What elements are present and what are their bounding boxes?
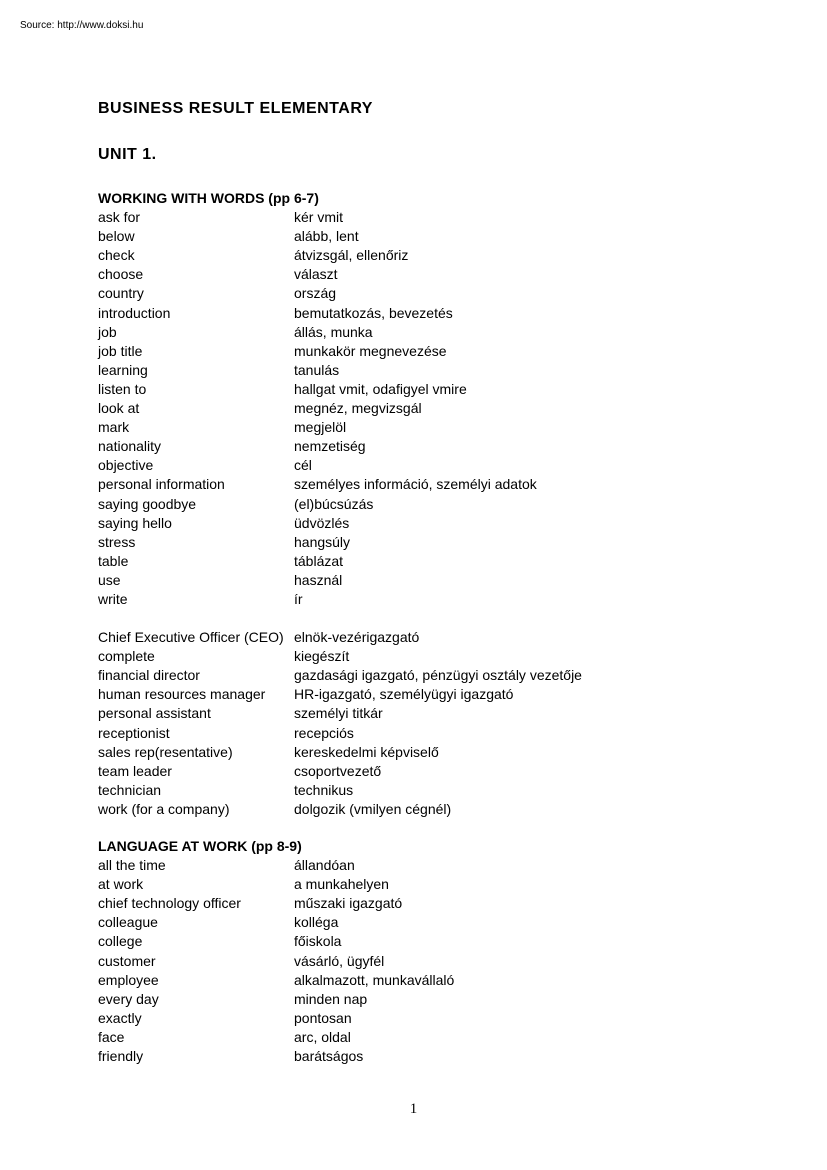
hungarian-translation: kiegészít — [294, 648, 350, 665]
hungarian-translation: állandóan — [294, 857, 355, 874]
english-term: receptionist — [98, 724, 170, 741]
section-heading: WORKING WITH WORDS (pp 6-7) — [98, 190, 319, 206]
english-term: employee — [98, 971, 159, 988]
english-term: colleague — [98, 914, 158, 931]
english-term: financial director — [98, 667, 200, 684]
english-term: mark — [98, 419, 130, 436]
english-term: customer — [98, 952, 156, 969]
hungarian-translation: ország — [294, 285, 337, 302]
english-term: at work — [98, 876, 144, 893]
hungarian-translation: hangsúly — [294, 533, 351, 550]
unit-heading: UNIT 1. — [98, 146, 157, 163]
vocab-row — [98, 590, 798, 609]
hungarian-translation: a munkahelyen — [294, 876, 389, 893]
hungarian-translation: minden nap — [294, 990, 368, 1007]
english-term: nationality — [98, 438, 162, 455]
english-term: saying hello — [98, 514, 172, 531]
hungarian-translation: barátságos — [294, 1048, 364, 1065]
vocab-row — [98, 284, 798, 303]
vocab-row — [98, 1047, 798, 1066]
english-term: ask for — [98, 209, 141, 226]
english-term: work (for a company) — [98, 800, 230, 817]
hungarian-translation: munkakör megnevezése — [294, 342, 447, 359]
english-term: friendly — [98, 1048, 144, 1065]
english-term: exactly — [98, 1009, 142, 1026]
english-term: below — [98, 228, 135, 245]
english-term: introduction — [98, 304, 171, 321]
vocab-row — [98, 246, 798, 265]
vocab-row — [98, 894, 798, 913]
english-term: technician — [98, 781, 162, 798]
vocab-row — [98, 495, 798, 514]
vocab-row — [98, 208, 798, 227]
hungarian-translation: választ — [294, 266, 338, 283]
hungarian-translation: vásárló, ügyfél — [294, 952, 385, 969]
hungarian-translation: hallgat vmit, odafigyel vmire — [294, 380, 467, 397]
english-term: personal information — [98, 476, 225, 493]
group-spacer — [98, 609, 798, 628]
english-term: complete — [98, 648, 155, 665]
english-term: job — [98, 323, 117, 340]
source-note: Source: http://www.doksi.hu — [20, 20, 144, 31]
vocab-row — [98, 628, 798, 647]
vocabulary-sections — [98, 189, 798, 1066]
hungarian-translation: táblázat — [294, 552, 344, 569]
vocab-row — [98, 418, 798, 437]
vocab-row — [98, 1009, 798, 1028]
section-heading: LANGUAGE AT WORK (pp 8-9) — [98, 838, 302, 854]
hungarian-translation: cél — [294, 457, 312, 474]
vocab-row — [98, 647, 798, 666]
english-term: college — [98, 933, 143, 950]
hungarian-translation: személyi titkár — [294, 705, 383, 722]
vocab-row — [98, 685, 798, 704]
hungarian-translation: csoportvezető — [294, 762, 382, 779]
hungarian-translation: elnök-vezérigazgató — [294, 629, 420, 646]
hungarian-translation: arc, oldal — [294, 1028, 351, 1045]
page-number: 1 — [409, 1101, 418, 1117]
vocab-row — [98, 800, 798, 819]
vocab-row — [98, 990, 798, 1009]
vocab-row — [98, 456, 798, 475]
english-term: learning — [98, 361, 148, 378]
vocab-row — [98, 342, 798, 361]
english-term: Chief Executive Officer (CEO) — [98, 629, 284, 646]
vocab-row — [98, 380, 798, 399]
vocab-row — [98, 323, 798, 342]
vocab-row — [98, 514, 798, 533]
hungarian-translation: recepciós — [294, 724, 354, 741]
hungarian-translation: nemzetiség — [294, 438, 366, 455]
hungarian-translation: kér vmit — [294, 209, 343, 226]
vocab-row — [98, 361, 798, 380]
hungarian-translation: megnéz, megvizsgál — [294, 400, 422, 417]
vocab-row — [98, 856, 798, 875]
hungarian-translation: kereskedelmi képviselő — [294, 743, 439, 760]
english-term: job title — [98, 342, 143, 359]
vocab-row — [98, 743, 798, 762]
vocab-row — [98, 932, 798, 951]
hungarian-translation: technikus — [294, 781, 354, 798]
hungarian-translation: HR-igazgató, személyügyi igazgató — [294, 686, 514, 703]
vocab-row — [98, 437, 798, 456]
vocab-row — [98, 552, 798, 571]
english-term: table — [98, 552, 129, 569]
english-term: look at — [98, 400, 140, 417]
hungarian-translation: (el)búcsúzás — [294, 495, 374, 512]
vocab-row — [98, 399, 798, 418]
english-term: all the time — [98, 857, 166, 874]
document-body — [98, 100, 798, 1066]
vocab-row — [98, 1028, 798, 1047]
vocab-row — [98, 781, 798, 800]
english-term: use — [98, 571, 121, 588]
hungarian-translation: gazdasági igazgató, pénzügyi osztály vezetője — [294, 667, 582, 684]
english-term: personal assistant — [98, 705, 211, 722]
english-term: write — [98, 590, 128, 607]
english-term: sales rep(resentative) — [98, 743, 233, 760]
hungarian-translation: főiskola — [294, 933, 342, 950]
vocab-row — [98, 971, 798, 990]
hungarian-translation: ír — [294, 590, 303, 607]
hungarian-translation: megjelöl — [294, 419, 347, 436]
english-term: objective — [98, 457, 154, 474]
english-term: saying goodbye — [98, 495, 197, 512]
hungarian-translation: dolgozik (vmilyen cégnél) — [294, 800, 452, 817]
vocab-row — [98, 762, 798, 781]
hungarian-translation: pontosan — [294, 1009, 352, 1026]
hungarian-translation: műszaki igazgató — [294, 895, 403, 912]
vocab-row — [98, 304, 798, 323]
english-term: stress — [98, 533, 136, 550]
english-term: human resources manager — [98, 686, 266, 703]
english-term: team leader — [98, 762, 172, 779]
vocab-row — [98, 265, 798, 284]
hungarian-translation: üdvözlés — [294, 514, 350, 531]
english-term: check — [98, 247, 135, 264]
vocab-row — [98, 227, 798, 246]
english-term: choose — [98, 266, 144, 283]
hungarian-translation: állás, munka — [294, 323, 373, 340]
hungarian-translation: alkalmazott, munkavállaló — [294, 971, 455, 988]
hungarian-translation: alább, lent — [294, 228, 359, 245]
hungarian-translation: kolléga — [294, 914, 339, 931]
vocab-row — [98, 475, 798, 494]
hungarian-translation: tanulás — [294, 361, 340, 378]
vocab-row — [98, 875, 798, 894]
english-term: face — [98, 1028, 125, 1045]
vocab-row — [98, 666, 798, 685]
vocab-row — [98, 704, 798, 723]
english-term: chief technology officer — [98, 895, 241, 912]
vocab-row — [98, 952, 798, 971]
vocab-row — [98, 571, 798, 590]
vocab-row — [98, 724, 798, 743]
english-term: listen to — [98, 380, 147, 397]
english-term: every day — [98, 990, 159, 1007]
hungarian-translation: átvizsgál, ellenőriz — [294, 247, 409, 264]
hungarian-translation: bemutatkozás, bevezetés — [294, 304, 453, 321]
hungarian-translation: használ — [294, 571, 343, 588]
hungarian-translation: személyes információ, személyi adatok — [294, 476, 537, 493]
document-title: BUSINESS RESULT ELEMENTARY — [98, 100, 373, 117]
vocab-row — [98, 913, 798, 932]
vocab-row — [98, 533, 798, 552]
english-term: country — [98, 285, 144, 302]
